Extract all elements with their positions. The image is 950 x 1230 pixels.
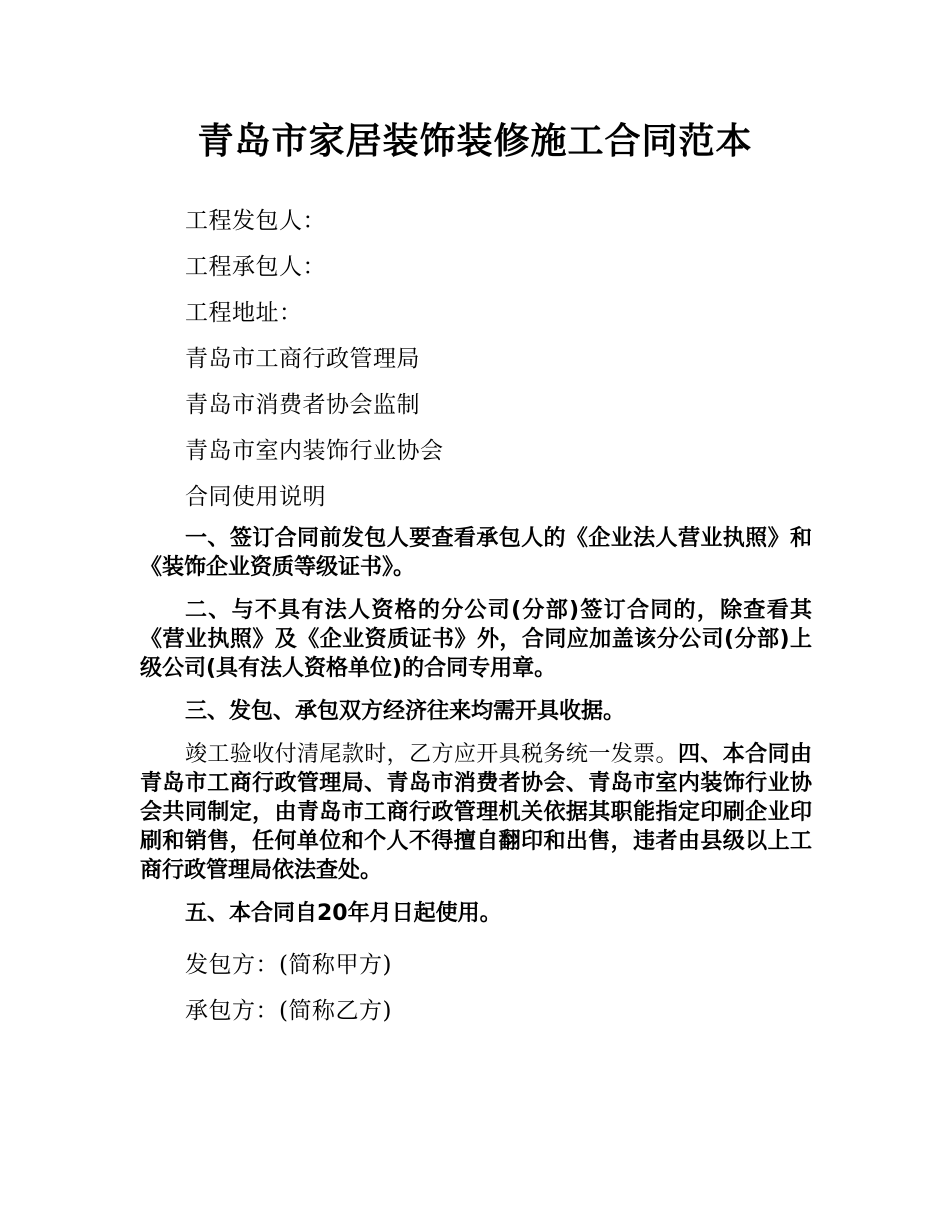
instruction-item-1: 一、签订合同前发包人要查看承包人的《企业法人营业执照》和《装饰企业资质等级证书》。 [140,526,812,580]
issuer-line: 青岛市室内装饰行业协会 [185,438,444,464]
instruction-item-4 [140,740,812,885]
invoice-note: 竣工验收付清尾款时，乙方应开具税务统一发票。 [185,742,678,767]
issuer-line: 青岛市消费者协会监制 [185,392,420,418]
party-a-field: 发包方：(简称甲方) [185,952,392,978]
instruction-item-3: 三、发包、承包双方经济往来均需开具收据。 [185,699,626,724]
contractor-field: 工程承包人： [185,254,326,280]
page-title: 青岛市家居装饰装修施工合同范本 [197,121,753,162]
party-b-field: 承包方：(简称乙方) [185,998,392,1024]
issuer-line: 青岛市工商行政管理局 [185,346,420,372]
employer-field: 工程发包人： [185,208,326,234]
instruction-item-2: 二、与不具有法人资格的分公司(分部)签订合同的，除查看其《营业执照》及《企业资质证书》外，合同应加盖该分公司(分部)上级公司(具有法人资格单位)的合同专用章。 [140,598,812,681]
instructions-heading: 合同使用说明 [185,484,326,510]
document-body [140,198,812,1034]
instruction-item-5: 五、本合同自20年月日起使用。 [185,901,502,926]
address-field: 工程地址： [185,300,303,326]
instruction-item-4-text: 四、本合同由青岛市工商行政管理局、青岛市消费者协会、青岛市室内装饰行业协会共同制定，由青岛市工商行政管理机关依据其职能指定印刷企业印刷和销售，任何单位和个人不得擅自翻印和出售，违者由县级以上工商行政管理局依法查处。 [140,742,812,883]
